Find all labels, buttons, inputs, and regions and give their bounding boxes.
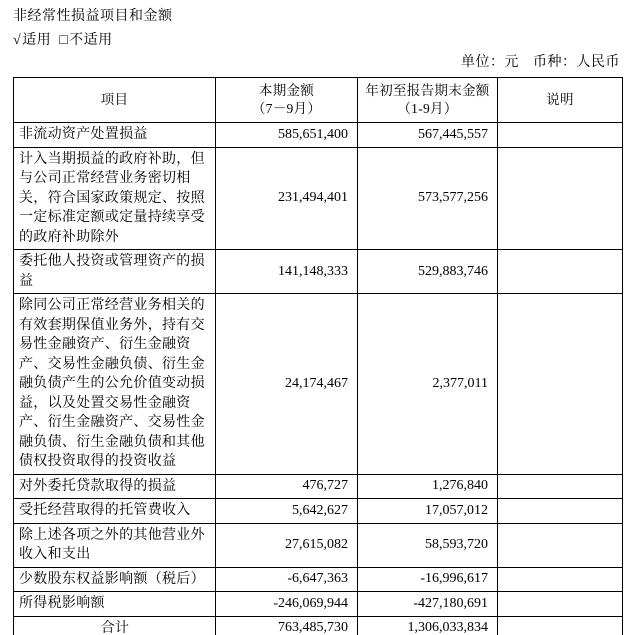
section-title: 非经常性损益项目和金额 bbox=[13, 9, 173, 24]
ytd-amount-cell: -16,996,617 bbox=[358, 567, 498, 592]
table-row bbox=[14, 499, 623, 524]
note-cell bbox=[498, 294, 623, 475]
non-recurring-items-table bbox=[13, 77, 623, 635]
note-cell bbox=[498, 250, 623, 294]
item-cell: 非流动资产处置损益 bbox=[14, 123, 216, 148]
not-applicable-option bbox=[59, 33, 112, 48]
header-row bbox=[14, 78, 623, 123]
applicable-option bbox=[13, 33, 51, 48]
applicability-line bbox=[13, 32, 622, 50]
note-cell bbox=[498, 616, 623, 635]
current-amount-cell: 24,174,467 bbox=[216, 294, 358, 475]
ytd-amount-cell: 567,445,557 bbox=[358, 123, 498, 148]
current-amount-cell: 5,642,627 bbox=[216, 499, 358, 524]
col-header-ytd-line2: （1-9月） bbox=[397, 101, 458, 116]
ytd-amount-cell: 17,057,012 bbox=[358, 499, 498, 524]
table-row bbox=[14, 523, 623, 567]
table-row bbox=[14, 123, 623, 148]
checkbox-empty-icon: □ bbox=[59, 33, 69, 48]
current-amount-cell: 585,651,400 bbox=[216, 123, 358, 148]
check-icon: √ bbox=[13, 33, 22, 48]
col-header-current-line2: （7－9月） bbox=[251, 101, 322, 116]
ytd-amount-cell: 1,306,033,834 bbox=[358, 616, 498, 635]
current-amount-cell: -246,069,944 bbox=[216, 592, 358, 617]
table-row bbox=[14, 567, 623, 592]
ytd-amount-cell: -427,180,691 bbox=[358, 592, 498, 617]
note-cell bbox=[498, 499, 623, 524]
item-cell: 委托他人投资或管理资产的损益 bbox=[14, 250, 216, 294]
unit-line bbox=[13, 54, 622, 72]
col-header-ytd-line1: 年初至报告期末金额 bbox=[365, 83, 490, 98]
note-cell bbox=[498, 567, 623, 592]
table-total-row bbox=[14, 616, 623, 635]
note-cell bbox=[498, 147, 623, 250]
col-header-note: 说明 bbox=[498, 78, 623, 123]
current-amount-cell: 231,494,401 bbox=[216, 147, 358, 250]
ytd-amount-cell: 2,377,011 bbox=[358, 294, 498, 475]
current-amount-cell: 763,485,730 bbox=[216, 616, 358, 635]
note-cell bbox=[498, 592, 623, 617]
item-cell: 对外委托贷款取得的损益 bbox=[14, 474, 216, 499]
current-amount-cell: -6,647,363 bbox=[216, 567, 358, 592]
ytd-amount-cell: 1,276,840 bbox=[358, 474, 498, 499]
item-cell: 少数股东权益影响额（税后） bbox=[14, 567, 216, 592]
item-cell: 除同公司正常经营业务相关的有效套期保值业务外，持有交易性金融资产、衍生金融资产、交易性金融负债、衍生金融负债产生的公允价值变动损益，以及处置交易性金融资产、衍生金融资产、交易性金融负债、衍生金融负债和其他债权投资取得的投资收益 bbox=[14, 294, 216, 475]
note-cell bbox=[498, 123, 623, 148]
current-amount-cell: 476,727 bbox=[216, 474, 358, 499]
not-applicable-label: 不适用 bbox=[69, 33, 113, 48]
item-cell: 受托经营取得的托管费收入 bbox=[14, 499, 216, 524]
item-cell: 所得税影响额 bbox=[14, 592, 216, 617]
table-row bbox=[14, 592, 623, 617]
item-cell: 计入当期损益的政府补助，但与公司正常经营业务密切相关，符合国家政策规定、按照一定标准定额或定量持续享受的政府补助除外 bbox=[14, 147, 216, 250]
note-cell bbox=[498, 474, 623, 499]
col-header-item: 项目 bbox=[14, 78, 216, 123]
table-row bbox=[14, 250, 623, 294]
ytd-amount-cell: 573,577,256 bbox=[358, 147, 498, 250]
col-header-ytd bbox=[358, 78, 498, 123]
item-cell: 除上述各项之外的其他营业外收入和支出 bbox=[14, 523, 216, 567]
ytd-amount-cell: 529,883,746 bbox=[358, 250, 498, 294]
table-row bbox=[14, 294, 623, 475]
table-row bbox=[14, 147, 623, 250]
applicable-label: 适用 bbox=[22, 33, 52, 48]
current-amount-cell: 27,615,082 bbox=[216, 523, 358, 567]
col-header-current-period bbox=[216, 78, 358, 123]
table-row bbox=[14, 474, 623, 499]
note-cell bbox=[498, 523, 623, 567]
ytd-amount-cell: 58,593,720 bbox=[358, 523, 498, 567]
col-header-current-line1: 本期金额 bbox=[258, 83, 315, 98]
currency-label: 币种：人民币 bbox=[533, 55, 620, 70]
total-label-cell: 合计 bbox=[14, 616, 216, 635]
current-amount-cell: 141,148,333 bbox=[216, 250, 358, 294]
unit-label: 单位：元 bbox=[461, 55, 519, 70]
